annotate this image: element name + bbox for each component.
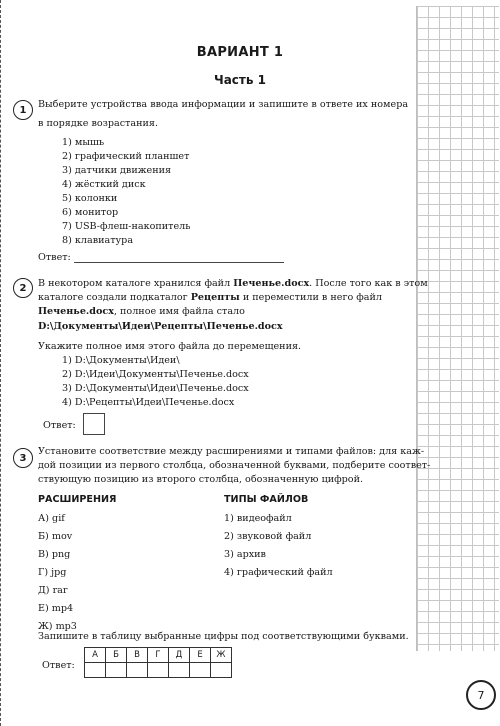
question-1-line2: в порядке возрастания. <box>38 118 159 129</box>
table-letter-cell: Г <box>148 648 169 663</box>
option-item: 6) монитор <box>62 207 119 218</box>
question-2-answer-label: Ответ: <box>43 420 76 431</box>
type-item: 3) архив <box>224 549 266 560</box>
option-item: 8) клавиатура <box>62 235 134 246</box>
question-3-instruction: Запишите в таблицу выбранные цифры под соответствующими буквами. <box>38 631 409 642</box>
option-item: 7) USB-флеш-накопитель <box>62 221 191 232</box>
question-1-line1: Выберите устройства ввода информации и запишите в ответе их номера <box>38 99 409 110</box>
table-letter-cell: Ж <box>211 648 232 663</box>
option-item: 1) D:\Документы\Идеи\ <box>62 355 180 366</box>
question-3-number: 3 <box>13 448 33 468</box>
table-answer-cell[interactable] <box>106 663 127 678</box>
question-2-line1: В некотором каталоге хранился файл Печенье.docx. После того как в этом <box>38 278 428 289</box>
type-item: 1) видеофайл <box>224 513 292 524</box>
table-answer-cell[interactable] <box>190 663 211 678</box>
type-item: 2) звуковой файл <box>224 531 312 542</box>
page-number: 7 <box>466 680 496 710</box>
question-3-answer-label: Ответ: <box>42 660 75 671</box>
table-answer-cell[interactable] <box>127 663 148 678</box>
option-item: 4) D:\Рецепты\Идеи\Печенье.docx <box>62 397 235 408</box>
question-3-line1: Установите соответствие между расширениями и типами файлов: для каж- <box>38 446 425 457</box>
question-3-line2: дой позиции из первого столбца, обозначенной буквами, подберите соответ- <box>38 460 431 471</box>
table-letter-cell: Б <box>106 648 127 663</box>
question-2-line3: Печенье.docx, полное имя файла стало <box>38 306 245 317</box>
question-2-line2: каталоге создали подкаталог Рецепты и переместили в него файл <box>38 292 383 303</box>
table-answer-cell[interactable] <box>85 663 106 678</box>
question-1-answer-line[interactable] <box>74 262 284 263</box>
question-1-text <box>38 98 410 112</box>
question-2-number: 2 <box>13 278 33 298</box>
extension-item: А) gif <box>38 513 65 524</box>
type-item: 4) графический файл <box>224 567 333 578</box>
answer-table <box>84 647 232 678</box>
extension-item: Ж) mp3 <box>38 621 77 632</box>
option-item: 4) жёсткий диск <box>62 179 146 190</box>
question-1-number: 1 <box>13 100 33 120</box>
answer-table-header-row <box>85 648 232 663</box>
option-item: 5) колонки <box>62 193 118 204</box>
question-3-line3: ствующую позицию из второго столбца, обозначенную цифрой. <box>38 474 364 485</box>
table-letter-cell: Д <box>169 648 190 663</box>
extension-item: В) png <box>38 549 71 560</box>
option-item: 1) мышь <box>62 137 105 148</box>
question-2-prompt: Укажите полное имя этого файла до перемещения. <box>38 341 302 352</box>
grid-margin <box>416 6 499 651</box>
table-answer-cell[interactable] <box>211 663 232 678</box>
question-2-path: D:\Документы\Идеи\Рецепты\Печенье.docx <box>38 321 283 332</box>
extension-item: Е) mp4 <box>38 603 74 614</box>
extension-item: Б) mov <box>38 531 73 542</box>
table-letter-cell: А <box>85 648 106 663</box>
option-item: 3) датчики движения <box>62 165 172 176</box>
part-title: Часть 1 <box>214 73 266 87</box>
question-1-answer-label: Ответ: <box>38 252 71 263</box>
table-letter-cell: В <box>127 648 148 663</box>
option-item: 2) D:\Идеи\Документы\Печенье.docx <box>62 369 249 380</box>
option-item: 3) D:\Документы\Идеи\Печенье.docx <box>62 383 249 394</box>
extension-item: Г) jpg <box>38 567 67 578</box>
option-item: 2) графический планшет <box>62 151 190 162</box>
extensions-header: РАСШИРЕНИЯ <box>38 494 117 505</box>
question-2-answer-box[interactable] <box>83 413 105 435</box>
cut-line <box>0 0 5 726</box>
table-answer-cell[interactable] <box>169 663 190 678</box>
table-letter-cell: Е <box>190 648 211 663</box>
types-header: ТИПЫ ФАЙЛОВ <box>224 494 309 505</box>
extension-item: Д) rar <box>38 585 68 596</box>
answer-table-input-row <box>85 663 232 678</box>
variant-title: ВАРИАНТ 1 <box>196 45 284 60</box>
table-answer-cell[interactable] <box>148 663 169 678</box>
